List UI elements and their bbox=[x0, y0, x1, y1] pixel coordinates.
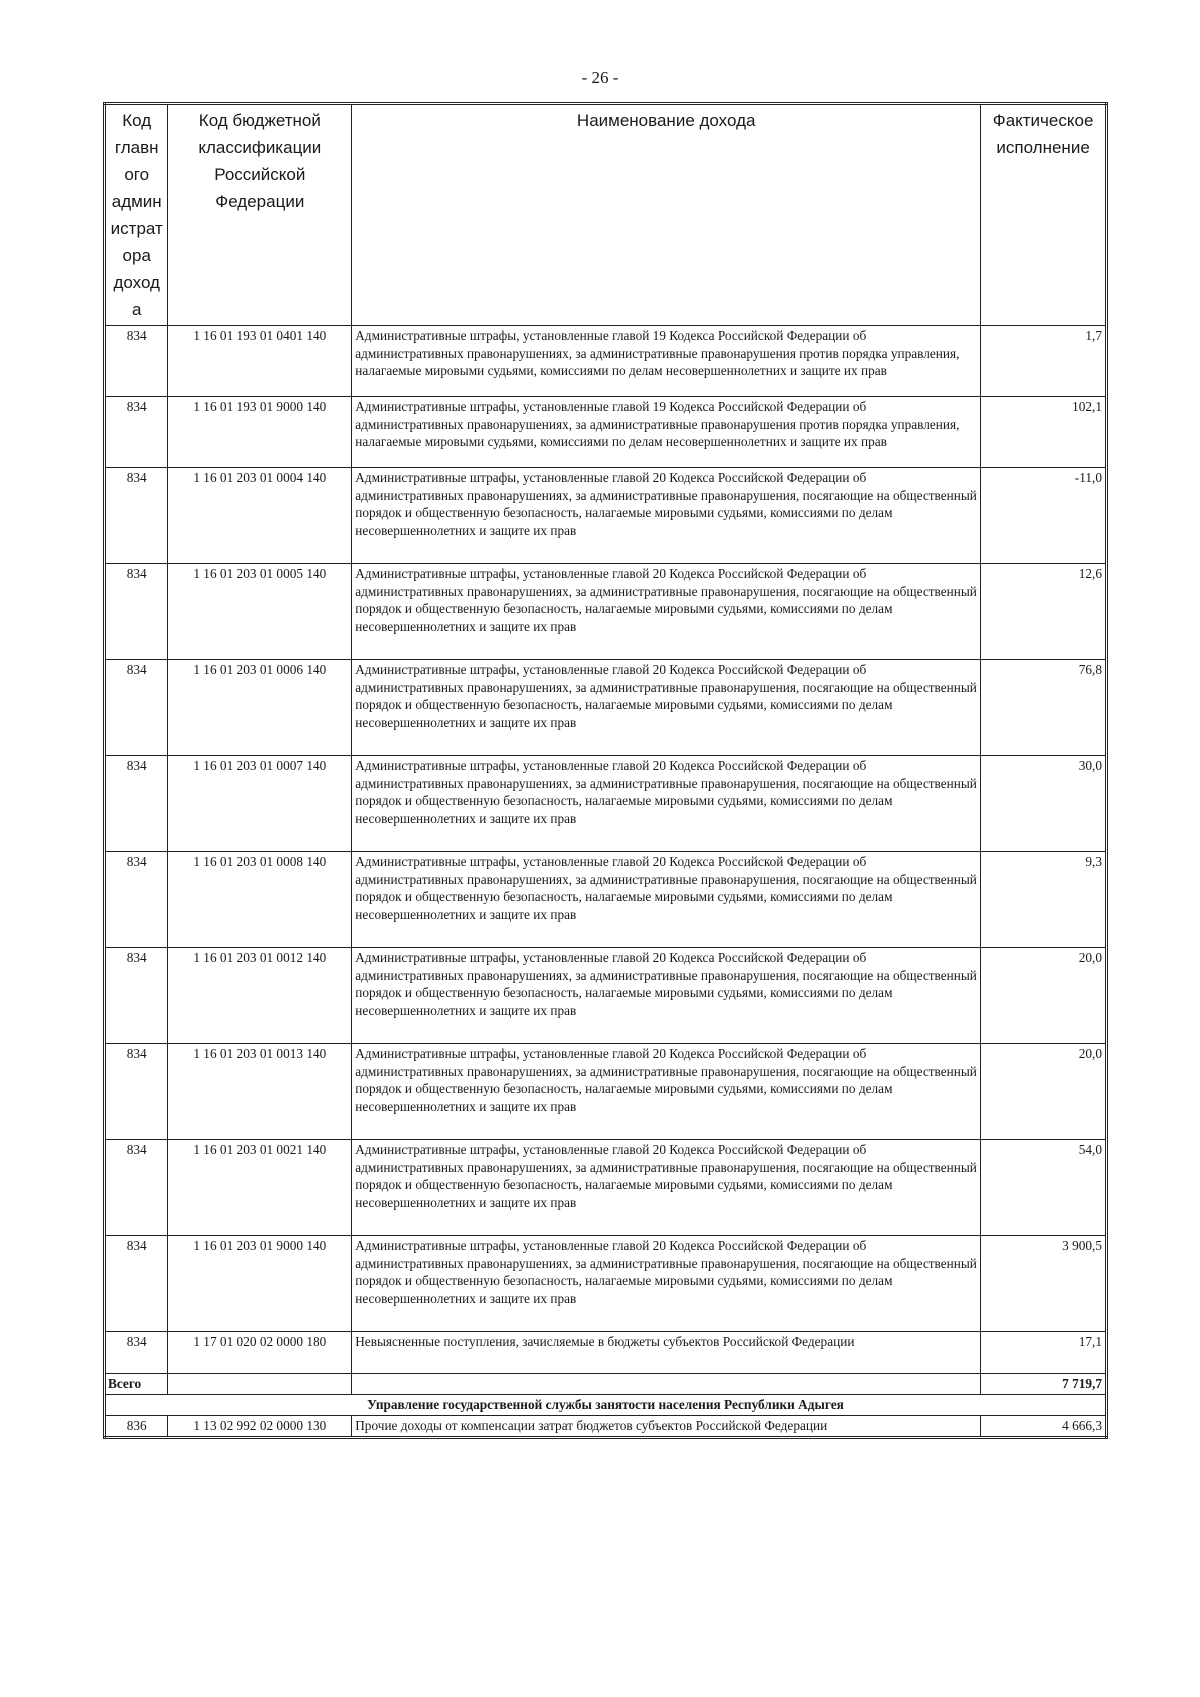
row-admin-code: 834 bbox=[105, 397, 168, 468]
row-income-name-text: Административные штрафы, установленные главой 20 Кодекса Российской Федерации об административных правонарушениях, за административные правонарушения, посягающие на общественный порядок и общественную безопасность, налагаемые мировыми судьями, комиссиями по делам несовершеннолетних и защите их прав bbox=[355, 854, 977, 922]
row-actual-value: 30,0 bbox=[981, 756, 1107, 852]
row-budget-code: 1 16 01 203 01 0013 140 bbox=[168, 1044, 352, 1140]
row-admin-code: 834 bbox=[105, 1140, 168, 1236]
row-budget-code: 1 17 01 020 02 0000 180 bbox=[168, 1332, 352, 1374]
table-row bbox=[105, 1332, 1107, 1374]
row-budget-code: 1 16 01 193 01 0401 140 bbox=[168, 326, 352, 397]
total-value: 7 719,7 bbox=[981, 1374, 1107, 1395]
table-row bbox=[105, 564, 1107, 660]
table-body bbox=[105, 326, 1107, 1374]
table-row bbox=[105, 948, 1107, 1044]
row-budget-code: 1 16 01 193 01 9000 140 bbox=[168, 397, 352, 468]
header-admin-code: Код главн ого админ истрат ора доход а bbox=[105, 104, 168, 326]
row-admin-code: 834 bbox=[105, 660, 168, 756]
table-row bbox=[105, 1236, 1107, 1332]
row-actual-value: -11,0 bbox=[981, 468, 1107, 564]
row-income-name bbox=[352, 564, 981, 660]
row-income-name-text: Прочие доходы от компенсации затрат бюджетов субъектов Российской Федерации bbox=[355, 1418, 828, 1433]
row-admin-code: 834 bbox=[105, 468, 168, 564]
row-income-name-text: Административные штрафы, установленные главой 20 Кодекса Российской Федерации об административных правонарушениях, за административные правонарушения, посягающие на общественный порядок и общественную безопасность, налагаемые мировыми судьями, комиссиями по делам несовершеннолетних и защите их прав bbox=[355, 470, 977, 538]
section-body bbox=[105, 1416, 1107, 1438]
section-title: Управление государственной службы занятости населения Республики Адыгея bbox=[105, 1395, 1107, 1416]
row-income-name bbox=[352, 852, 981, 948]
row-income-name-text: Административные штрафы, установленные главой 20 Кодекса Российской Федерации об административных правонарушениях, за административные правонарушения, посягающие на общественный порядок и общественную безопасность, налагаемые мировыми судьями, комиссиями по делам несовершеннолетних и защите их прав bbox=[355, 1046, 977, 1114]
row-budget-code: 1 16 01 203 01 9000 140 bbox=[168, 1236, 352, 1332]
total-label: Всего bbox=[105, 1374, 168, 1395]
row-actual-value: 20,0 bbox=[981, 1044, 1107, 1140]
table-row bbox=[105, 1416, 1107, 1438]
table-row bbox=[105, 1140, 1107, 1236]
row-income-name-text: Административные штрафы, установленные главой 20 Кодекса Российской Федерации об административных правонарушениях, за административные правонарушения, посягающие на общественный порядок и общественную безопасность, налагаемые мировыми судьями, комиссиями по делам несовершеннолетних и защите их прав bbox=[355, 758, 977, 826]
row-income-name-text: Административные штрафы, установленные главой 20 Кодекса Российской Федерации об административных правонарушениях, за административные правонарушения, посягающие на общественный порядок и общественную безопасность, налагаемые мировыми судьями, комиссиями по делам несовершеннолетних и защите их прав bbox=[355, 566, 977, 634]
row-actual-value: 12,6 bbox=[981, 564, 1107, 660]
row-actual-value: 3 900,5 bbox=[981, 1236, 1107, 1332]
row-admin-code: 834 bbox=[105, 1332, 168, 1374]
table-row bbox=[105, 468, 1107, 564]
table-header-row bbox=[105, 104, 1107, 326]
row-income-name bbox=[352, 660, 981, 756]
row-income-name-text: Административные штрафы, установленные главой 19 Кодекса Российской Федерации об административных правонарушениях, за административные правонарушения против порядка управления, налагаемые мировыми судьями, комиссиями по делам несовершеннолетних и защите их прав bbox=[355, 399, 960, 450]
row-admin-code: 834 bbox=[105, 564, 168, 660]
row-admin-code: 834 bbox=[105, 852, 168, 948]
section-header-row bbox=[105, 1395, 1107, 1416]
header-income-name: Наименование дохода bbox=[352, 104, 981, 326]
row-income-name bbox=[352, 1332, 981, 1374]
row-actual-value: 102,1 bbox=[981, 397, 1107, 468]
header-actual-execution: Фактическое исполнение bbox=[981, 104, 1107, 326]
row-budget-code: 1 16 01 203 01 0021 140 bbox=[168, 1140, 352, 1236]
row-income-name-text: Административные штрафы, установленные главой 20 Кодекса Российской Федерации об административных правонарушениях, за административные правонарушения, посягающие на общественный порядок и общественную безопасность, налагаемые мировыми судьями, комиссиями по делам несовершеннолетних и защите их прав bbox=[355, 1142, 977, 1210]
row-income-name-text: Административные штрафы, установленные главой 19 Кодекса Российской Федерации об административных правонарушениях, за административные правонарушения против порядка управления, налагаемые мировыми судьями, комиссиями по делам несовершеннолетних и защите их прав bbox=[355, 328, 960, 379]
row-income-name-text: Невыясненные поступления, зачисляемые в бюджеты субъектов Российской Федерации bbox=[355, 1334, 855, 1349]
table-row bbox=[105, 326, 1107, 397]
row-income-name bbox=[352, 397, 981, 468]
row-budget-code: 1 16 01 203 01 0006 140 bbox=[168, 660, 352, 756]
row-actual-value: 4 666,3 bbox=[981, 1416, 1107, 1438]
row-budget-code: 1 16 01 203 01 0004 140 bbox=[168, 468, 352, 564]
row-admin-code: 834 bbox=[105, 1044, 168, 1140]
total-row bbox=[105, 1374, 1107, 1395]
table-row bbox=[105, 852, 1107, 948]
revenue-table bbox=[103, 102, 1108, 1439]
row-income-name bbox=[352, 1236, 981, 1332]
row-actual-value: 76,8 bbox=[981, 660, 1107, 756]
row-income-name-text: Административные штрафы, установленные главой 20 Кодекса Российской Федерации об административных правонарушениях, за административные правонарушения, посягающие на общественный порядок и общественную безопасность, налагаемые мировыми судьями, комиссиями по делам несовершеннолетних и защите их прав bbox=[355, 662, 977, 730]
row-income-name bbox=[352, 1140, 981, 1236]
row-admin-code: 834 bbox=[105, 326, 168, 397]
row-income-name-text: Административные штрафы, установленные главой 20 Кодекса Российской Федерации об административных правонарушениях, за административные правонарушения, посягающие на общественный порядок и общественную безопасность, налагаемые мировыми судьями, комиссиями по делам несовершеннолетних и защите их прав bbox=[355, 1238, 977, 1306]
row-income-name bbox=[352, 756, 981, 852]
row-budget-code: 1 16 01 203 01 0007 140 bbox=[168, 756, 352, 852]
row-budget-code: 1 13 02 992 02 0000 130 bbox=[168, 1416, 352, 1438]
row-budget-code: 1 16 01 203 01 0008 140 bbox=[168, 852, 352, 948]
row-actual-value: 1,7 bbox=[981, 326, 1107, 397]
table-row bbox=[105, 756, 1107, 852]
page-number: - 26 - bbox=[581, 68, 619, 87]
row-admin-code: 836 bbox=[105, 1416, 168, 1438]
total-code-empty bbox=[168, 1374, 352, 1395]
row-income-name bbox=[352, 1416, 981, 1438]
row-admin-code: 834 bbox=[105, 756, 168, 852]
row-income-name bbox=[352, 468, 981, 564]
row-budget-code: 1 16 01 203 01 0005 140 bbox=[168, 564, 352, 660]
row-income-name bbox=[352, 1044, 981, 1140]
table-row bbox=[105, 1044, 1107, 1140]
total-name-empty bbox=[352, 1374, 981, 1395]
row-actual-value: 17,1 bbox=[981, 1332, 1107, 1374]
row-actual-value: 9,3 bbox=[981, 852, 1107, 948]
row-budget-code: 1 16 01 203 01 0012 140 bbox=[168, 948, 352, 1044]
row-admin-code: 834 bbox=[105, 948, 168, 1044]
row-income-name bbox=[352, 948, 981, 1044]
row-actual-value: 54,0 bbox=[981, 1140, 1107, 1236]
table-row bbox=[105, 397, 1107, 468]
table-row bbox=[105, 660, 1107, 756]
row-actual-value: 20,0 bbox=[981, 948, 1107, 1044]
row-admin-code: 834 bbox=[105, 1236, 168, 1332]
header-budget-code: Код бюджетной классификации Российской Федерации bbox=[168, 104, 352, 326]
table-footer bbox=[105, 1374, 1107, 1416]
row-income-name bbox=[352, 326, 981, 397]
row-income-name-text: Административные штрафы, установленные главой 20 Кодекса Российской Федерации об административных правонарушениях, за административные правонарушения, посягающие на общественный порядок и общественную безопасность, налагаемые мировыми судьями, комиссиями по делам несовершеннолетних и защите их прав bbox=[355, 950, 977, 1018]
